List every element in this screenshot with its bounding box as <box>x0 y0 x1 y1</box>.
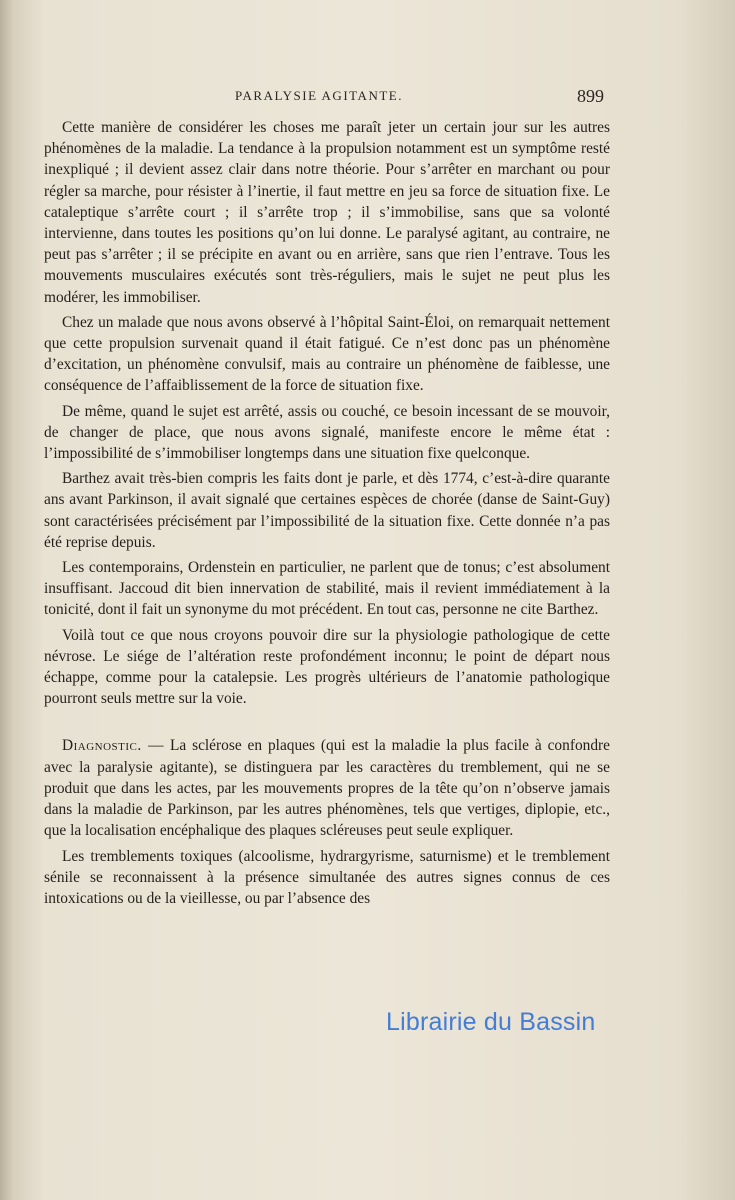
page-header <box>60 84 610 112</box>
page-number: 899 <box>577 86 604 106</box>
page-gutter-shadow <box>0 0 14 1200</box>
paragraph: De même, quand le sujet est arrêté, assis ou couché, ce besoin incessant de se mouvoir, de changer de place, que nous avons signalé, manifeste encore le même état : l’impossibilité de s’immobiliser longtemps dans une situation fixe quelconque. <box>44 402 610 463</box>
paragraph: Voilà tout ce que nous croyons pouvoir dire sur la physiologie pathologique de cette névrose. Le siége de l’altération reste profondément inconnu; le point de départ nous échappe, comme pour la catalepsie. Les progrès ultérieurs de l’anatomie pathologique pourront seuls mettre sur la voie. <box>44 626 610 708</box>
diagnostic-text: La sclérose en plaques (qui est la maladie la plus facile à confondre avec la paralysie agitante), se distinguera par les caractères du tremblement, qui ne se produit que dans les actes, par les mouvements propres de la tête qu’on n’observe jamais dans la maladie de Parkinson, par les autres phénomènes, tels que vertiges, diplopie, etc., que la localisation encéphalique des plaques scléreuses peut seule expliquer. <box>44 737 610 840</box>
paragraph: Les contemporains, Ordenstein en particulier, ne parlent que de tonus; c’est absolument insuffisant. Jaccoud dit bien innervation de stabilité, mais il revient immédiatement à la tonicité, dont il fait un synonyme du mot précédent. En tout cas, personne ne cite Barthez. <box>44 559 610 619</box>
paragraph: Barthez avait très-bien compris les faits dont je parle, et dès 1774, c’est-à-dire quarante ans avant Parkinson, il avait signalé que certaines espèces de chorée (danse de Saint-Guy) sont caractérisées précisément par l’impossibilité de la situation fixe. Cette donnée n’a pas été reprise depuis. <box>44 470 610 551</box>
paragraph: Les tremblements toxiques (alcoolisme, hydrargyrisme, saturnisme) et le tremblement sénile se reconnaissent à la présence simultanée des autres signes connus de ces intoxications ou de la vieillesse, ou par l’absence des <box>44 847 610 907</box>
paragraph: Chez un malade que nous avons observé à l’hôpital Saint-Éloi, on remarquait nettement que cette propulsion survenait quand il était fatigué. Ce n’est donc pas un phénomène d’excitation, un phénomène convulsif, mais au contraire un phénomène de faiblesse, une conséquence de l’affaiblissement de la force de situation fixe. <box>44 313 610 395</box>
paragraph: Cette manière de considérer les choses me paraît jeter un certain jour sur les autres phénomènes de la maladie. La tendance à la propulsion notamment est un symptôme resté inexpliqué ; il devient assez clair dans notre théorie. Pour s’arrêter en marchant ou pour régler sa marche, pour résister à l’inertie, il faut mettre en jeu sa force de situation fixe. Le cataleptique s’arrête court ; il s’arrête trop ; il s’immobilise, sans que sa volonté intervienne, dans toutes les positions qu’on lui donne. Le paralysé agitant, au contraire, ne peut pas s’arrêter ; il se précipite en avant ou en arrière, sans que rien l’entrave. Tous les mouvements musculaires exécutés sont très-réguliers, mais le sujet ne peut plus les modérer, les immobiliser. <box>44 119 610 306</box>
body-text <box>44 117 610 913</box>
diagnostic-paragraph <box>44 735 610 841</box>
running-title: PARALYSIE AGITANTE. <box>235 88 403 103</box>
watermark-text: Librairie du Bassin <box>386 1008 596 1036</box>
diagnostic-heading: Diagnostic. — <box>62 737 165 755</box>
